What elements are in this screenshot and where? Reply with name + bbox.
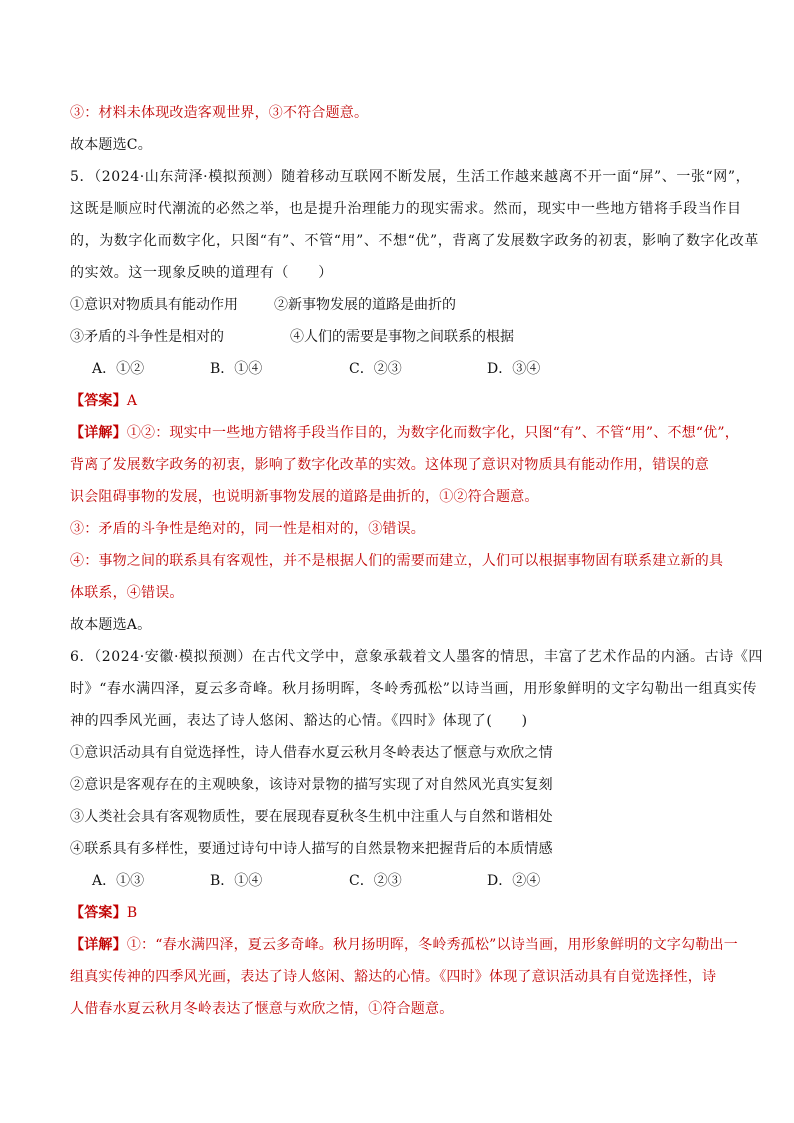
answer-tag: 【答案】 <box>70 905 127 921</box>
detail-text: ①：“春水满四泽，夏云多奇峰。秋月扬明晖，冬岭秀孤松”以诗当画，用形象鲜明的文字勾勒出一 <box>126 937 738 953</box>
detail-tag: 【详解】 <box>70 425 127 441</box>
q6-statement-4: ④联系具有多样性，要通过诗句中诗人描写的自然景物来把握背后的本质情感 <box>70 841 553 857</box>
q6-stem-line: 6．（2024·安徽·模拟预测）在古代文学中，意象承载着文人墨客的情思，丰富了艺术作品的内涵。古诗《四 <box>70 649 764 665</box>
q5-option-b: B．①④ <box>210 361 263 377</box>
answer-value: B <box>126 905 138 921</box>
detail-text: ①②：现实中一些地方错将手段当作目的，为数字化而数字化，只图“有”、不管“用”、不想“优”， <box>126 425 739 441</box>
q5-analysis-3: ③：矛盾的斗争性是绝对的，同一性是相对的，③错误。 <box>70 521 425 537</box>
q5-detail-line: 背离了发展数字政务的初衷，影响了数字化改革的实效。这体现了意识对物质具有能动作用，错误的意 <box>70 457 709 473</box>
q4-analysis-3: ③：材料未体现改造客观世界，③不符合题意。 <box>70 105 369 121</box>
q6-detail-line: 人借春水夏云秋月冬岭表达了惬意与欢欣之情，①符合题意。 <box>70 1001 454 1017</box>
q6-detail-line: 组真实传神的四季风光画，表达了诗人悠闲、豁达的心情。《四时》体现了意识活动具有自觉选择性，诗 <box>70 969 717 985</box>
answer-tag: 【答案】 <box>70 393 127 409</box>
q5-statement-2: ②新事物发展的道路是曲折的 <box>274 297 456 313</box>
q6-stem-line: 时》“春水满四泽，夏云多奇峰。秋月扬明晖，冬岭秀孤松”以诗当画，用形象鲜明的文字勾勒出一组真实传 <box>70 681 758 697</box>
q5-answer <box>70 391 137 411</box>
q6-stem-line: 神的四季风光画，表达了诗人悠闲、豁达的心情。《四时》体现了( ) <box>70 713 528 729</box>
q5-option-a: A．①② <box>92 361 145 377</box>
q5-statement-1: ①意识对物质具有能动作用 <box>70 297 238 313</box>
q5-stem-line: 这既是顺应时代潮流的必然之举，也是提升治理能力的现实需求。然而，现实中一些地方错将手段当作目 <box>70 201 742 217</box>
q5-stem-line: 的实效。这一现象反映的道理有（ ） <box>70 265 333 281</box>
q6-detail-line <box>70 935 738 955</box>
q6-option-a: A．①③ <box>92 873 145 889</box>
q4-conclusion: 故本题选C。 <box>70 137 152 153</box>
q6-statement-2: ②意识是客观存在的主观映象，该诗对景物的描写实现了对自然风光真实复刻 <box>70 777 553 793</box>
q6-statement-3: ③人类社会具有客观物质性，要在展现春夏秋冬生机中注重人与自然和谐相处 <box>70 809 553 825</box>
q6-option-c: C．②③ <box>349 873 402 889</box>
q6-statement-1: ①意识活动具有自觉选择性，诗人借春水夏云秋月冬岭表达了惬意与欢欣之情 <box>70 745 553 761</box>
q5-statement-3: ③矛盾的斗争性是相对的 <box>70 329 224 345</box>
q5-stem-line: 5．（2024·山东菏泽·模拟预测）随着移动互联网不断发展，生活工作越来越离不开一面“屏”、一张“网”， <box>70 169 751 185</box>
q5-detail-line: 识会阻碍事物的发展，也说明新事物发展的道路是曲折的，①②符合题意。 <box>70 489 539 505</box>
q5-option-d: D．③④ <box>487 361 541 377</box>
q5-analysis-4-line: ④：事物之间的联系具有客观性，并不是根据人们的需要而建立，人们可以根据事物固有联系建立新的具 <box>70 553 724 569</box>
q6-answer <box>70 903 137 923</box>
q5-option-c: C．②③ <box>349 361 402 377</box>
q5-statement-4: ④人们的需要是事物之间联系的根据 <box>290 329 514 345</box>
answer-value: A <box>126 393 138 409</box>
detail-tag: 【详解】 <box>70 937 127 953</box>
q6-option-d: D．②④ <box>487 873 541 889</box>
q5-conclusion: 故本题选A。 <box>70 617 152 633</box>
q5-detail-line <box>70 423 739 443</box>
q5-analysis-4-line: 体联系，④错误。 <box>70 585 184 601</box>
q6-option-b: B．①④ <box>210 873 263 889</box>
q5-stem-line: 的，为数字化而数字化，只图“有”、不管“用”、不想“优”，背离了发展数字政务的初衷，影响了数字化改革 <box>70 233 759 249</box>
